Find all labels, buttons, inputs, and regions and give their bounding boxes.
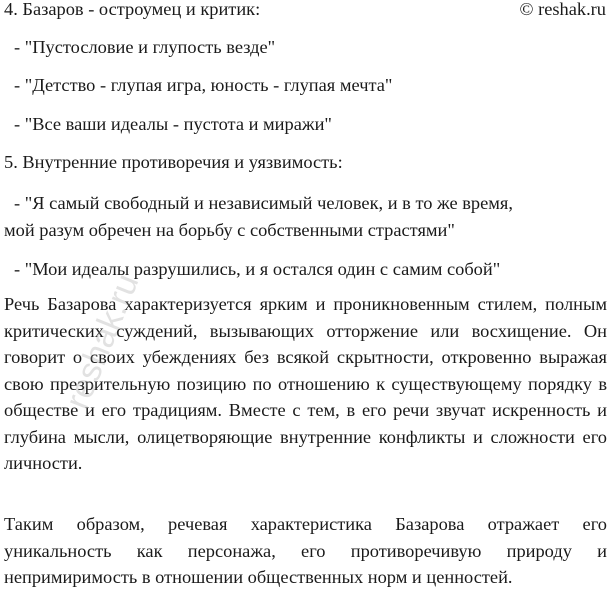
section-5-heading: 5. Внутренние противоречия и уязвимость: xyxy=(4,152,343,172)
quote-item: - "Я самый свободный и независимый человек, и в то же время, xyxy=(14,193,513,213)
reshak-watermark: © reshak.ru xyxy=(519,0,606,19)
quote-item-continuation: мой разум обречен на борьбу с собственными страстями" xyxy=(4,220,455,240)
quote-item: - "Детство - глупая игра, юность - глупая мечта" xyxy=(14,75,393,95)
quote-item: - "Пустословие и глупость везде" xyxy=(14,37,276,57)
quote-item: - "Мои идеалы разрушились, и я остался один с самим собой" xyxy=(14,259,501,279)
section-4-heading: 4. Базаров - остроумец и критик: xyxy=(4,0,261,19)
paragraph-speech-characteristics: Речь Базарова характеризуется ярким и проникновенным стилем, полным критических суждений, вызывающих отторжение или восхищение. Он говорит о своих убеждениях без всякой скрытности, откровенно выражая свою презрительную позицию по отношению к существующему порядку в обществе и его традициям. Вместе с тем, в его речи звучат искренность и глубина мысли, олицетворяющие внутренние конфликты и сложности его личности. xyxy=(4,294,607,473)
quote-item: - "Все ваши идеалы - пустота и миражи" xyxy=(14,114,332,134)
reshak-diagonal-watermark: reshak.ru xyxy=(58,268,147,415)
paragraph-conclusion: Таким образом, речевая характеристика Базарова отражает его уникальность как персонажа, его противоречивую природу и непримиримость в отношении общественных норм и ценностей. xyxy=(4,514,607,587)
